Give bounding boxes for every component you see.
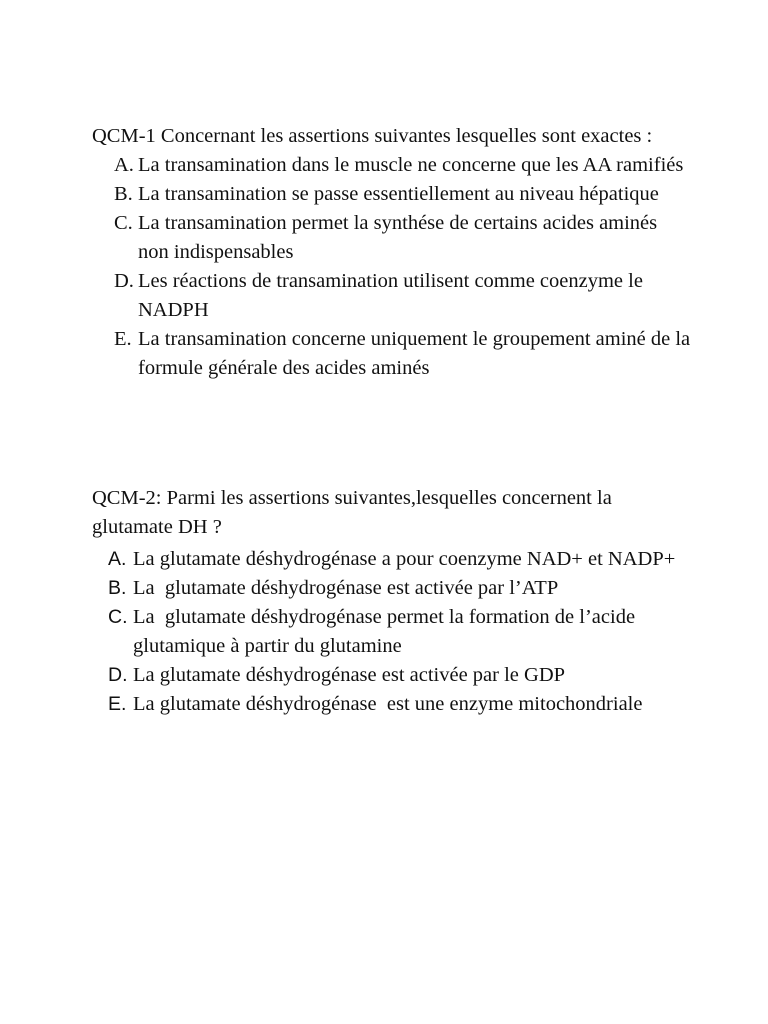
question-qcm-2 xyxy=(92,484,692,719)
answer-list xyxy=(92,545,692,719)
option-text: La glutamate déshydrogénase a pour coenzyme NAD+ et NADP+ xyxy=(133,548,676,570)
answer-list xyxy=(92,151,696,383)
option-text: La glutamate déshydrogénase permet la formation de l’acide glutamique à partir du glutamine xyxy=(133,606,641,657)
answer-option-a xyxy=(108,545,692,574)
answer-option-b xyxy=(114,180,692,209)
option-letter: B. xyxy=(114,183,133,205)
option-text: La transamination dans le muscle ne concerne que les AA ramifiés xyxy=(138,154,684,176)
option-text: La glutamate déshydrogénase est une enzyme mitochondriale xyxy=(133,693,643,715)
option-letter: E. xyxy=(108,693,127,715)
answer-option-c xyxy=(114,209,692,267)
option-text: La glutamate déshydrogénase est activée par le GDP xyxy=(133,664,566,686)
answer-option-d xyxy=(114,267,692,325)
option-letter: B. xyxy=(108,577,127,599)
answer-option-a xyxy=(114,151,692,180)
answer-option-e xyxy=(108,690,692,719)
answer-option-e xyxy=(114,325,696,383)
answer-option-d xyxy=(108,661,692,690)
option-text: La transamination permet la synthése de certains acides aminés non indispensables xyxy=(138,212,663,263)
answer-option-b xyxy=(108,574,692,603)
option-letter: A. xyxy=(108,548,127,570)
option-letter: A. xyxy=(114,154,134,176)
question-title: QCM-2: Parmi les assertions suivantes,lesquelles concernent la glutamate DH ? xyxy=(92,487,612,538)
answer-option-c xyxy=(108,603,692,661)
option-letter: C. xyxy=(114,212,133,234)
question-title: QCM-1 Concernant les assertions suivantes lesquelles sont exactes : xyxy=(92,125,653,147)
option-text: La transamination concerne uniquement le groupement aminé de la formule générale des acides aminés xyxy=(138,328,696,379)
question-qcm-1 xyxy=(92,122,696,383)
option-letter: D. xyxy=(108,664,128,686)
option-letter: E. xyxy=(114,328,132,350)
option-letter: D. xyxy=(114,270,134,292)
option-letter: C. xyxy=(108,606,128,628)
option-text: Les réactions de transamination utilisent comme coenzyme le NADPH xyxy=(138,270,649,321)
option-text: La glutamate déshydrogénase est activée par l’ATP xyxy=(133,577,559,599)
option-text: La transamination se passe essentiellement au niveau hépatique xyxy=(138,183,659,205)
